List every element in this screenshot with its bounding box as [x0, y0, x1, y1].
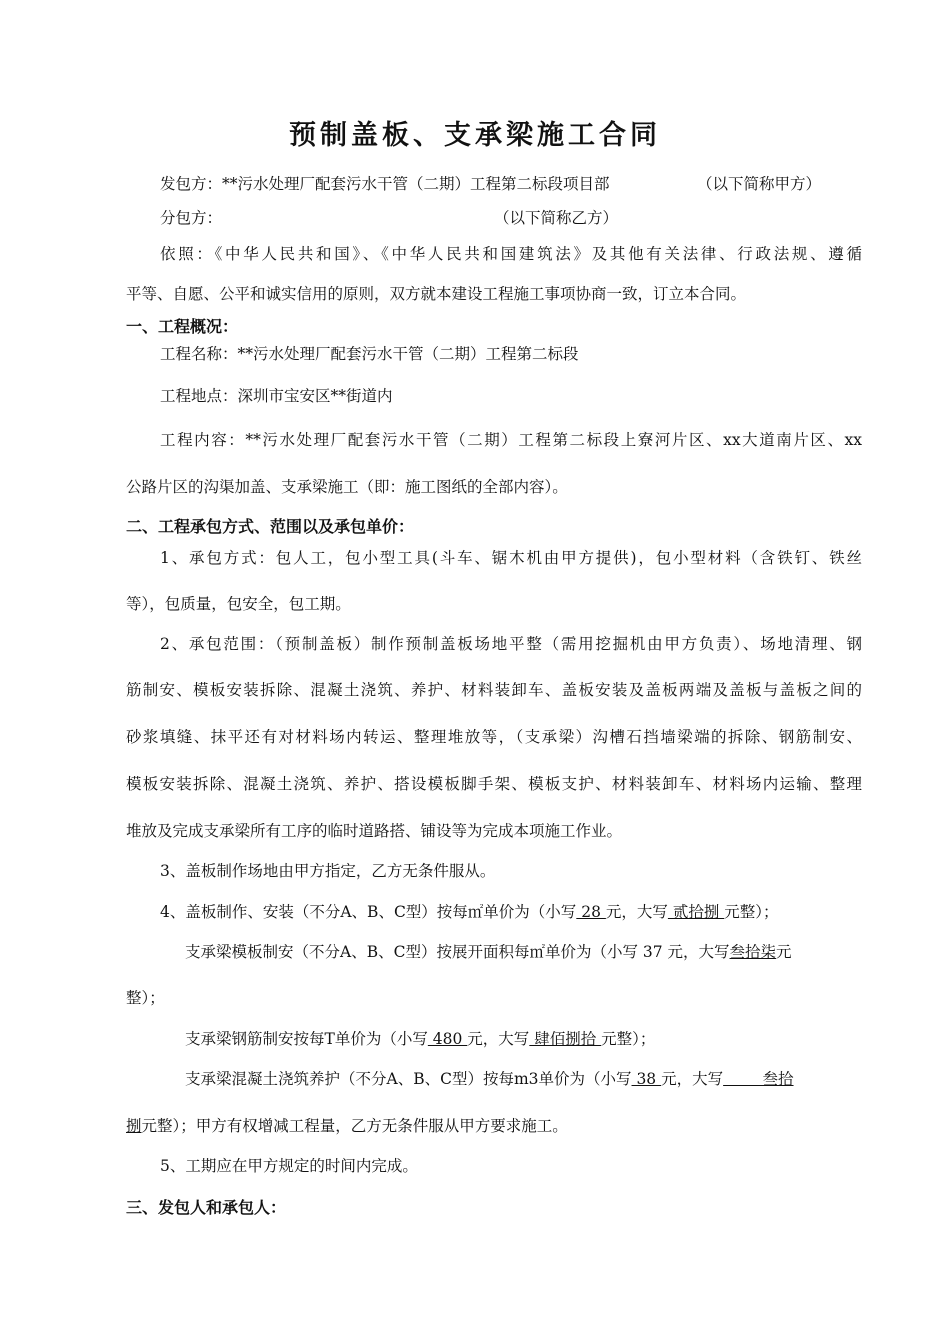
item-2-line-2: 筋制安、模板安装拆除、混凝土浇筑、养护、材料装卸车、盖板安装及盖板两端及盖板与盖板之间的 — [126, 681, 862, 699]
section-2-heading: 二、工程承包方式、范围以及承包单价： — [126, 517, 415, 536]
item-4c-end: 元整）； — [601, 1030, 656, 1048]
party-b-note: （以下简称乙方） — [494, 209, 619, 227]
item-2-line-4: 模板安装拆除、混凝土浇筑、养护、搭设模板脚手架、模板支护、材料装卸车、材料场内运输、整理 — [126, 775, 862, 793]
document-title: 预制盖板、支承梁施工合同 — [289, 120, 661, 151]
project-content-line-2: 公路片区的沟渠加盖、支承梁施工（即：施工图纸的全部内容）。 — [126, 478, 568, 496]
basis-paragraph-line-2: 平等、自愿、公平和诚实信用的原则，双方就本建设工程施工事项协商一致，订立本合同。 — [126, 285, 747, 303]
item-4d-end: 元整）；甲方有权增减工程量，乙方无条件服从甲方要求施工。 — [141, 1117, 568, 1135]
item-2-line-5: 堆放及完成支承梁所有工序的临时道路搭、铺设等为完成本项施工作业。 — [126, 822, 623, 840]
item-4a-amount-words: 贰拾捌 — [667, 903, 725, 921]
project-location: 工程地点：深圳市宝安区**街道内 — [160, 387, 393, 405]
item-4c-text: 支承梁钢筋制安按每T单价为（小写 — [185, 1030, 428, 1048]
item-4-beam-formwork-price — [185, 945, 792, 961]
item-2-line-1: 2、承包范围：（预制盖板）制作预制盖板场地平整（需用挖掘机由甲方负责）、场地清理、钢 — [160, 635, 862, 653]
item-4c-amount: 480 — [427, 1030, 468, 1048]
item-4-cover-plate-price — [160, 905, 779, 921]
section-3-heading: 三、发包人和承包人： — [126, 1198, 287, 1217]
item-2-line-3: 砂浆填缝、抹平还有对材料场内转运、整理堆放等，（支承梁）沟槽石挡墙梁端的拆除、钢筋制安、 — [126, 728, 862, 746]
item-4d-mid: 元，大写 — [661, 1070, 724, 1088]
party-a-line: 发包方：**污水处理厂配套污水干管（二期）工程第二标段项目部 — [160, 175, 610, 193]
item-4b-text: 支承梁模板制安（不分A、B、C型）按展开面积每㎡单价为（小写 37 元，大写 — [185, 943, 730, 961]
item-1-line-1: 1、承包方式：包人工，包小型工具(斗车、锯木机由甲方提供)，包小型材料（含铁钉、铁丝 — [160, 549, 862, 567]
item-4d-text: 支承梁混凝土浇筑养护（不分A、B、C型）按每m3单价为（小写 — [185, 1070, 632, 1088]
item-4a-amount: 28 — [576, 903, 606, 921]
item-4-beam-rebar-price — [185, 1032, 655, 1048]
party-b-line: 分包方： — [160, 209, 223, 227]
item-4a-end: 元整）； — [724, 903, 779, 921]
item-4b-end: 元 — [776, 943, 792, 961]
item-3: 3、盖板制作场地由甲方指定，乙方无条件服从。 — [160, 862, 496, 880]
item-5: 5、工期应在甲方规定的时间内完成。 — [160, 1157, 418, 1175]
project-content-line-1: 工程内容：**污水处理厂配套污水干管（二期）工程第二标段上寮河片区、xx大道南片区、xx — [160, 431, 862, 449]
item-4d-amount-words-cont: 捌 — [126, 1117, 142, 1135]
item-4b-amount-words: 叁拾柒 — [729, 943, 777, 961]
item-4a-text: 4、盖板制作、安装（不分A、B、C型）按每㎡单价为（小写 — [160, 903, 577, 921]
item-4d-amount: 38 — [631, 1070, 662, 1088]
item-4d-amount-words: 叁拾 — [723, 1070, 794, 1088]
item-4c-amount-words: 肆佰捌拾 — [529, 1030, 602, 1048]
item-1-line-2: 等），包质量，包安全，包工期。 — [126, 595, 351, 613]
item-4a-mid: 元，大写 — [605, 903, 668, 921]
party-a-note: （以下简称甲方） — [697, 175, 822, 193]
item-4-beam-formwork-cont: 整）； — [126, 989, 165, 1007]
project-name: 工程名称：**污水处理厂配套污水干管（二期）工程第二标段 — [160, 345, 579, 363]
basis-paragraph-line-1: 依照：《中华人民共和国》、《中华人民共和国建筑法》及其他有关法律、行政法规、遵循 — [160, 245, 862, 263]
item-4-beam-concrete-cont — [126, 1119, 568, 1135]
item-4-beam-concrete-price — [185, 1072, 794, 1088]
item-4c-mid: 元，大写 — [467, 1030, 530, 1048]
section-1-heading: 一、工程概况： — [126, 317, 239, 336]
